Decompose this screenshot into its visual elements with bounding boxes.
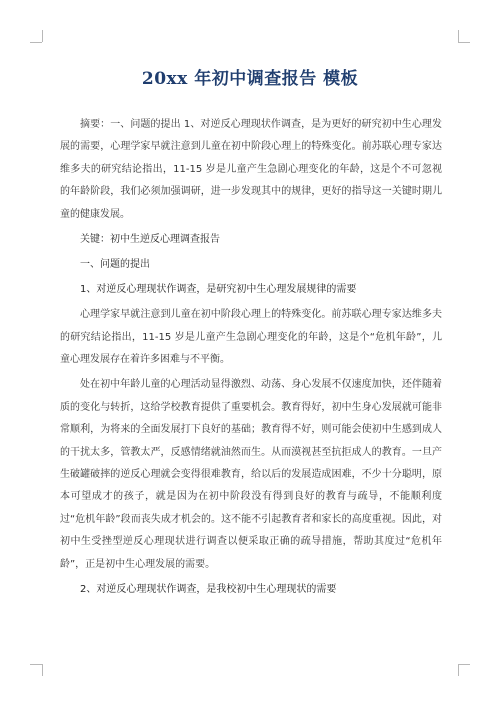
abstract-paragraph: 摘要：一、问题的提出 1、对逆反心理现状作调查，是为更好的研究初中生心理发展的需要，心理学家早就注意到儿童在初中阶段心理上的特殊变化。前苏联心理专家达维多夫的研究结论指出，11-15 岁是儿童产生急剧心理变化的年龄，这是个不可忽视的年龄阶段，我们必须加强调研，进一步发现其中的规律，更好的指导这一关键时期儿童的健康发展。: [60, 119, 442, 220]
crop-mark-bottom-left-h: [30, 664, 42, 665]
document-title: 20xx 年初中调查报告 模板: [141, 69, 359, 89]
crop-mark-top-right-h: [458, 42, 470, 43]
keywords-line: 关键：初中生逆反心理调查报告: [80, 233, 220, 245]
subsection-heading: 2、对逆反心理现状作调查，是我校初中生心理现状的需要: [80, 583, 337, 595]
crop-mark-top-left-h: [30, 42, 42, 43]
crop-mark-top-right-v: [458, 30, 459, 42]
body-paragraph: 处在初中年龄儿童的心理活动显得激烈、动荡、身心发展不仅速度加快，还伴随着质的变化与转折，这给学校教育提供了重要机会。教育得好，初中生身心发展就可能非常顺利，为将来的全面发展打下良好的基础；教育得不好，则可能会使初中生感到成人的干扰太多，管教太严，反感情绪就油然而生。从而漠视甚至抗拒成人的教育。一旦产生破罐破摔的逆反心理就会变得很难教育，给以后的发展造成困难，不少十分聪明，原本可望成才的孩子，就是因为在初中阶段没有得到良好的教育与疏导，不能顺利度过“危机年龄”段而丧失成才机会的。这不能不引起教育者和家长的高度重视。因此，对初中生受挫型逆反心理现状进行调查以便采取正确的疏导措施，帮助其度过“危机年龄”，正是初中生心理发展的需要。: [60, 379, 442, 570]
subsection-heading: 1、对逆反心理现状作调查，是研究初中生心理发展规律的需要: [80, 284, 357, 296]
crop-mark-bottom-left-v: [42, 664, 43, 676]
body-paragraph: 心理学家早就注意到儿童在初中阶段心理上的特殊变化。前苏联心理专家达维多夫的研究结论指出，11-15 岁是儿童产生急剧心理变化的年龄，这是个“危机年龄”，儿童心理发展存在着许多困难与不平衡。: [60, 309, 442, 366]
crop-mark-bottom-right-h: [458, 664, 470, 665]
crop-mark-bottom-right-v: [458, 664, 459, 676]
section-heading: 一、问题的提出: [80, 259, 150, 271]
crop-mark-top-left-v: [42, 30, 43, 42]
document-body: [60, 114, 442, 604]
